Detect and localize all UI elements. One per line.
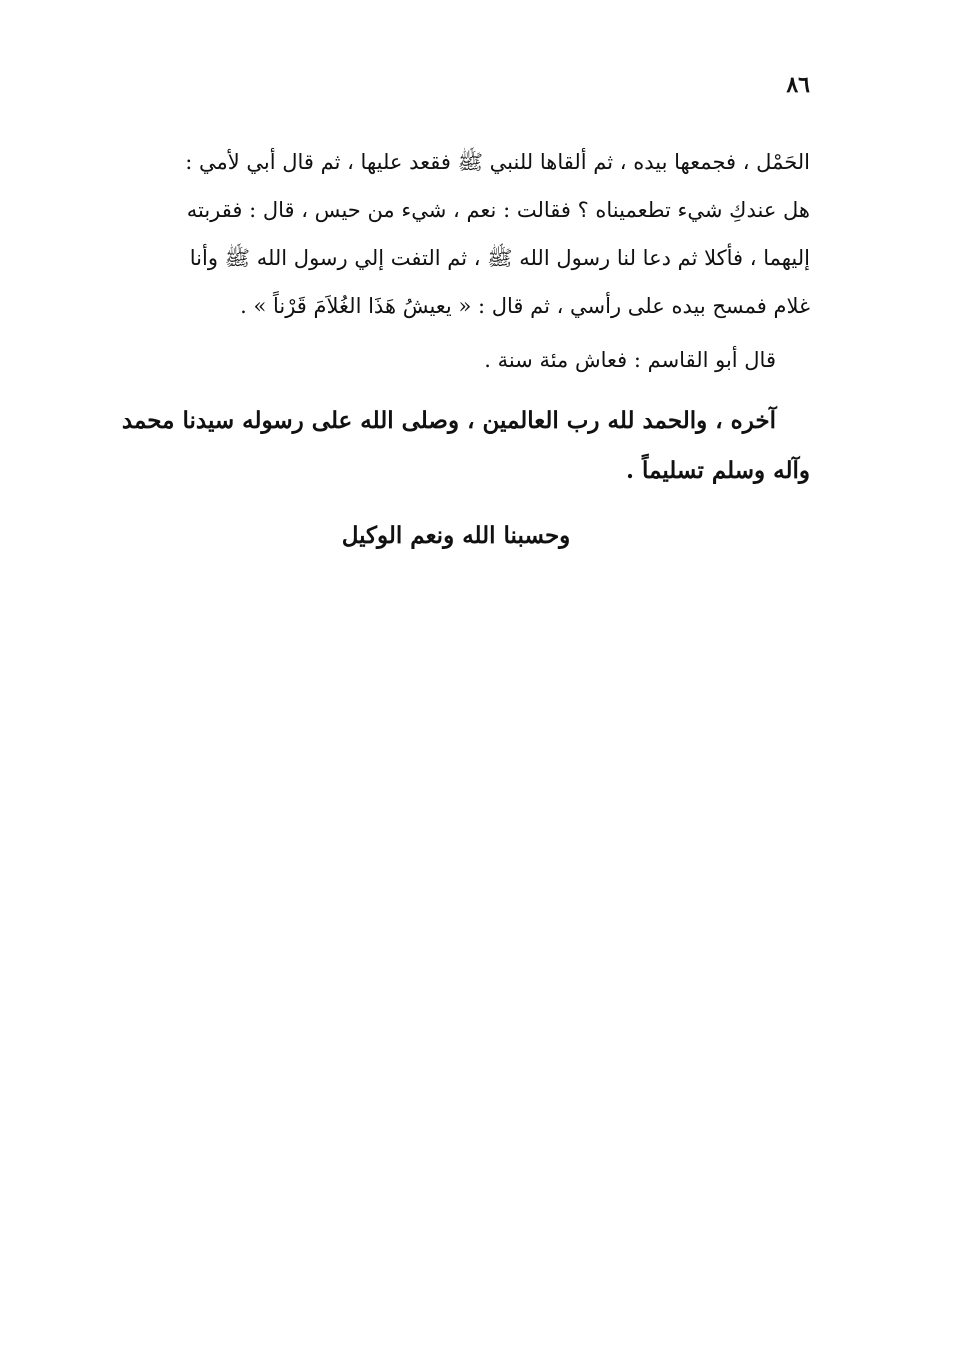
paragraph-conclusion [112,396,810,496]
closing-line: وحسبنا الله ونعم الوكيل [341,522,571,549]
page-number: ٨٦ [786,72,810,98]
paragraph-line: آخره ، والحمد لله رب العالمين ، وصلى الله على رسوله سيدنا محمد [121,407,776,434]
paragraph-abu-al-qasim [112,336,810,384]
paragraph-hadith [112,138,810,330]
paragraph-line: إليهما ، فأكلا ثم دعا لنا رسول الله ﷺ ، ثم التفت إلي رسول الله ﷺ وأنا [189,246,810,270]
paragraph-line: وآله وسلم تسليماً . [626,457,810,484]
paragraph-line: غلام فمسح بيده على رأسي ، ثم قال : « يعيشُ هَذَا الغُلاَمَ قَرْناً » . [240,294,810,318]
paragraph-line: قال أبو القاسم : فعاش مئة سنة . [484,348,776,372]
paragraph-line: هل عندكِ شيء تطعميناه ؟ فقالت : نعم ، شيء من حيس ، قال : فقربته [186,198,810,222]
paragraph-line: الحَمْل ، فجمعها بيده ، ثم ألقاها للنبي ﷺ فقعد عليها ، ثم قال أبي لأمي : [185,150,810,174]
